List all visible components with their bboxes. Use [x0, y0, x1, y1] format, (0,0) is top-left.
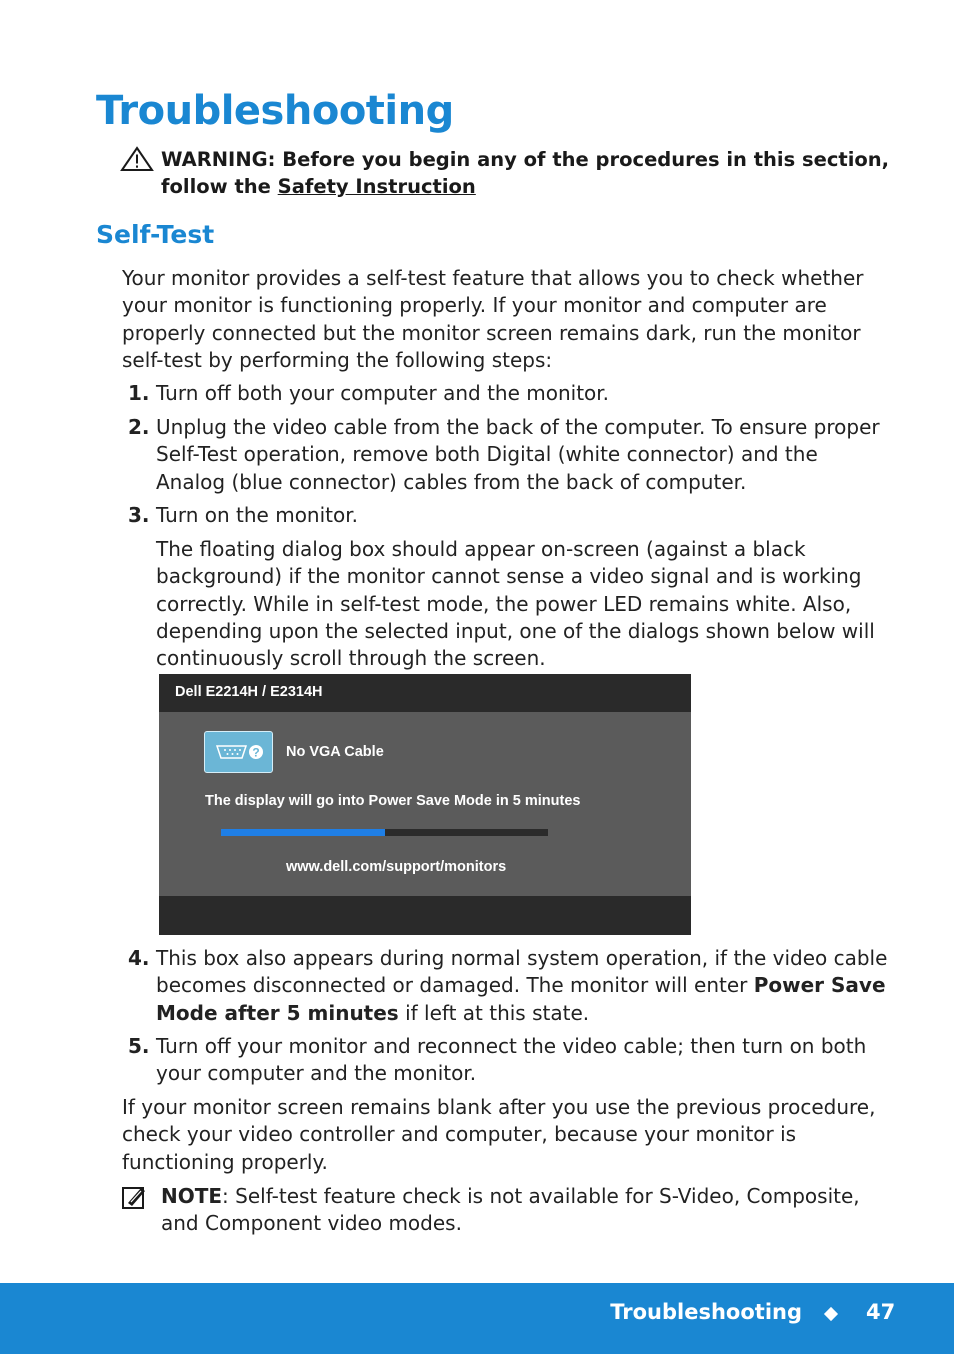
step-text: Turn on the monitor. [156, 503, 358, 527]
outro-paragraph: If your monitor screen remains blank after you use the previous procedure, check your video controller and computer, because your monitor is functioning properly. [122, 1095, 876, 1174]
dialog-description: The floating dialog box should appear on-screen (against a black background) if the monitor cannot sense a video signal and is working correctly. While in self-test mode, the power LED remains white. Also, depending upon the selected input, one of the dialogs shown below will continuously scroll through the screen. [156, 537, 875, 671]
section-title: Self-Test [96, 220, 215, 249]
osd-power-save-message: The display will go into Power Save Mode in 5 minutes [205, 793, 581, 809]
intro-paragraph: Your monitor provides a self-test feature that allows you to check whether your monitor is functioning properly. If your monitor and computer are properly connected but the monitor screen remains dark, run the monitor self-test by performing the following steps: [122, 266, 864, 372]
note-body: : Self-test feature check is not available for S-Video, Composite, and Component video modes. [161, 1184, 860, 1236]
osd-dialog-image [159, 674, 691, 935]
warning-text [161, 146, 891, 200]
page-title: Troubleshooting [96, 88, 454, 134]
note-pencil-icon [122, 1185, 146, 1209]
footer-section-title: Troubleshooting [610, 1300, 802, 1324]
osd-support-url: www.dell.com/support/monitors [286, 859, 507, 875]
step-number: 2. [128, 415, 150, 439]
warning-triangle-icon [120, 146, 154, 172]
step-number: 4. [128, 946, 150, 970]
note-text [161, 1183, 891, 1238]
step-text [156, 945, 891, 1027]
page-number: 47 [866, 1300, 896, 1324]
step-number: 1. [128, 381, 150, 405]
osd-no-cable-message: No VGA Cable [286, 744, 384, 760]
osd-model-title: Dell E2214H / E2314H [175, 684, 323, 700]
safety-instruction-link[interactable]: Safety Instruction [277, 175, 476, 198]
vga-connector-icon [204, 731, 273, 773]
note-label: NOTE [161, 1184, 223, 1208]
svg-text:?: ? [252, 745, 260, 760]
osd-progress-bar [221, 829, 548, 836]
diamond-icon [824, 1307, 838, 1321]
osd-header [159, 674, 691, 712]
step-text: Turn off both your computer and the monitor. [156, 381, 610, 405]
page-footer [0, 1283, 954, 1354]
warning-message: WARNING: Before you begin any of the procedures in this section, follow the [161, 148, 890, 198]
step-number: 5. [128, 1034, 150, 1058]
osd-footer [159, 896, 691, 935]
step-text-part: This box also appears during normal system operation, if the video cable becomes disconnected or damaged. The monitor will enter [156, 946, 888, 998]
osd-progress-fill [221, 829, 385, 836]
step-text: Unplug the video cable from the back of the computer. To ensure proper Self-Test operation, remove both Digital (white connector) and the Analog (blue connector) cables from the back of computer. [156, 415, 880, 494]
step-text-part: if left at this state. [398, 1000, 590, 1025]
step-number: 3. [128, 503, 150, 527]
step-text-bold: Power Save Mode after 5 minutes [156, 973, 886, 1025]
step-text: Turn off your monitor and reconnect the video cable; then turn on both your computer and the monitor. [156, 1034, 867, 1086]
